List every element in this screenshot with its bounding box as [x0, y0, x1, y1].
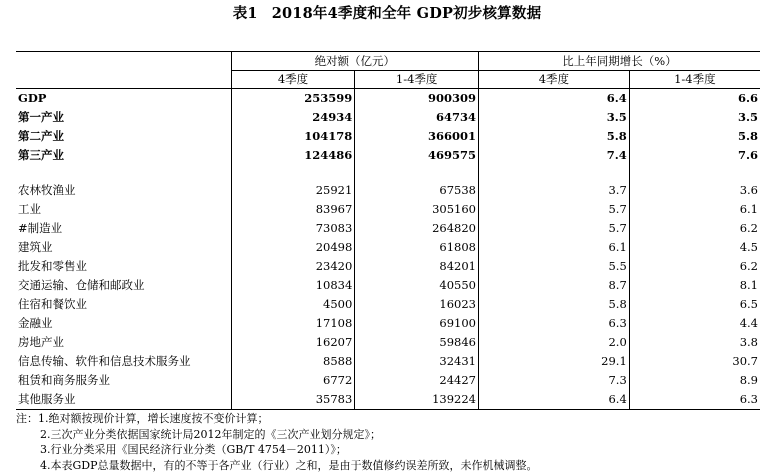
value-full: 139224 [355, 390, 479, 410]
row-label: 第一产业 [18, 110, 64, 124]
header-row-1 [16, 52, 760, 71]
value-full: 67538 [355, 181, 479, 200]
header-growth-full: 1-4季度 [629, 71, 760, 89]
value-full: 24427 [355, 371, 479, 390]
table-number: 表1 [232, 5, 258, 22]
table-row [16, 352, 760, 371]
table-row [16, 146, 760, 165]
growth-q4: 6.4 [478, 390, 629, 410]
note-line: 注：1.绝对额按现价计算，增长速度按不变价计算； [16, 412, 269, 425]
value-q4: 8588 [231, 352, 355, 371]
value-q4: 24934 [231, 108, 355, 127]
value-q4: 104178 [231, 127, 355, 146]
growth-q4: 7.4 [478, 146, 629, 165]
row-label: 房地产业 [18, 335, 64, 349]
value-q4: 23420 [231, 257, 355, 276]
growth-full: 8.9 [629, 371, 760, 390]
value-q4: 73083 [231, 219, 355, 238]
value-full: 40550 [355, 276, 479, 295]
growth-full: 4.5 [629, 238, 760, 257]
row-label: 第三产业 [18, 148, 64, 162]
header-group-growth: 比上年同期增长（%） [478, 52, 760, 71]
value-full: 64734 [355, 108, 479, 127]
row-label: 工业 [18, 202, 41, 216]
row-label: #制造业 [18, 221, 63, 235]
row-label: 金融业 [18, 316, 53, 330]
table-row [16, 89, 760, 109]
value-full: 305160 [355, 200, 479, 219]
growth-q4: 2.0 [478, 333, 629, 352]
value-q4: 124486 [231, 146, 355, 165]
value-full: 32431 [355, 352, 479, 371]
note-line: 4.本表GDP总量数据中，有的不等于各产业（行业）之和，是由于数值修约误差所致，未作机械调整。 [40, 458, 538, 472]
value-q4: 4500 [231, 295, 355, 314]
row-label: 租赁和商务服务业 [18, 373, 110, 387]
row-label: 农林牧渔业 [18, 183, 76, 197]
growth-full: 3.6 [629, 181, 760, 200]
growth-q4: 3.5 [478, 108, 629, 127]
table-row [16, 295, 760, 314]
row-label: 信息传输、软件和信息技术服务业 [18, 354, 191, 368]
growth-q4: 7.3 [478, 371, 629, 390]
table-row [16, 333, 760, 352]
table-row [16, 371, 760, 390]
growth-full: 7.6 [629, 146, 760, 165]
value-q4: 253599 [231, 89, 355, 109]
table-row [16, 257, 760, 276]
table-title-text: 2018年4季度和全年 GDP初步核算数据 [271, 5, 542, 22]
growth-full: 3.8 [629, 333, 760, 352]
growth-q4: 8.7 [478, 276, 629, 295]
growth-full: 6.5 [629, 295, 760, 314]
growth-full: 6.1 [629, 200, 760, 219]
growth-q4: 5.8 [478, 295, 629, 314]
value-q4: 17108 [231, 314, 355, 333]
table-row [16, 181, 760, 200]
row-label: 交通运输、仓储和邮政业 [18, 278, 145, 292]
value-full: 69100 [355, 314, 479, 333]
row-label: 其他服务业 [16, 390, 231, 410]
growth-q4: 5.7 [478, 200, 629, 219]
header-growth-q4: 4季度 [478, 71, 629, 89]
value-full: 366001 [355, 127, 479, 146]
growth-q4: 6.4 [478, 89, 629, 109]
table-row [16, 314, 760, 333]
value-q4: 35783 [231, 390, 355, 410]
header-blank-2 [16, 71, 231, 89]
growth-q4: 29.1 [478, 352, 629, 371]
table-notes [16, 411, 766, 473]
growth-full: 6.2 [629, 219, 760, 238]
growth-full: 6.6 [629, 89, 760, 109]
note-line: 2.三次产业分类依据国家统计局2012年制定的《三次产业划分规定》； [40, 427, 381, 441]
header-group-absolute: 绝对额（亿元） [231, 52, 478, 71]
row-label: 第二产业 [18, 129, 64, 143]
growth-q4: 5.8 [478, 127, 629, 146]
row-label: 住宿和餐饮业 [18, 297, 87, 311]
value-full: 900309 [355, 89, 479, 109]
header-row-2 [16, 71, 760, 89]
value-full: 61808 [355, 238, 479, 257]
value-q4: 25921 [231, 181, 355, 200]
growth-q4: 3.7 [478, 181, 629, 200]
growth-q4: 5.5 [478, 257, 629, 276]
spacer-row [16, 165, 760, 181]
value-full: 84201 [355, 257, 479, 276]
value-full: 59846 [355, 333, 479, 352]
value-q4: 83967 [231, 200, 355, 219]
growth-full: 8.1 [629, 276, 760, 295]
table-row [16, 127, 760, 146]
row-label: GDP [18, 91, 47, 105]
growth-full: 6.3 [629, 390, 760, 410]
value-full: 469575 [355, 146, 479, 165]
growth-full: 6.2 [629, 257, 760, 276]
table-row [16, 108, 760, 127]
value-q4: 20498 [231, 238, 355, 257]
value-q4: 6772 [231, 371, 355, 390]
growth-q4: 5.7 [478, 219, 629, 238]
growth-full: 5.8 [629, 127, 760, 146]
row-label: 批发和零售业 [18, 259, 87, 273]
growth-full: 30.7 [629, 352, 760, 371]
growth-q4: 6.3 [478, 314, 629, 333]
growth-q4: 6.1 [478, 238, 629, 257]
value-full: 16023 [355, 295, 479, 314]
gdp-table [16, 51, 760, 410]
value-full: 264820 [355, 219, 479, 238]
table-row [16, 219, 760, 238]
header-blank [16, 52, 231, 71]
growth-full: 4.4 [629, 314, 760, 333]
header-abs-full: 1-4季度 [355, 71, 479, 89]
table-title [0, 2, 774, 23]
growth-full: 3.5 [629, 108, 760, 127]
row-label: 建筑业 [18, 240, 53, 254]
value-q4: 10834 [231, 276, 355, 295]
table-row [16, 200, 760, 219]
table-row [16, 238, 760, 257]
table-row [16, 390, 760, 410]
header-abs-q4: 4季度 [231, 71, 355, 89]
value-q4: 16207 [231, 333, 355, 352]
table-row [16, 276, 760, 295]
note-line: 3.行业分类采用《国民经济行业分类（GB/T 4754－2011）》； [40, 443, 347, 456]
